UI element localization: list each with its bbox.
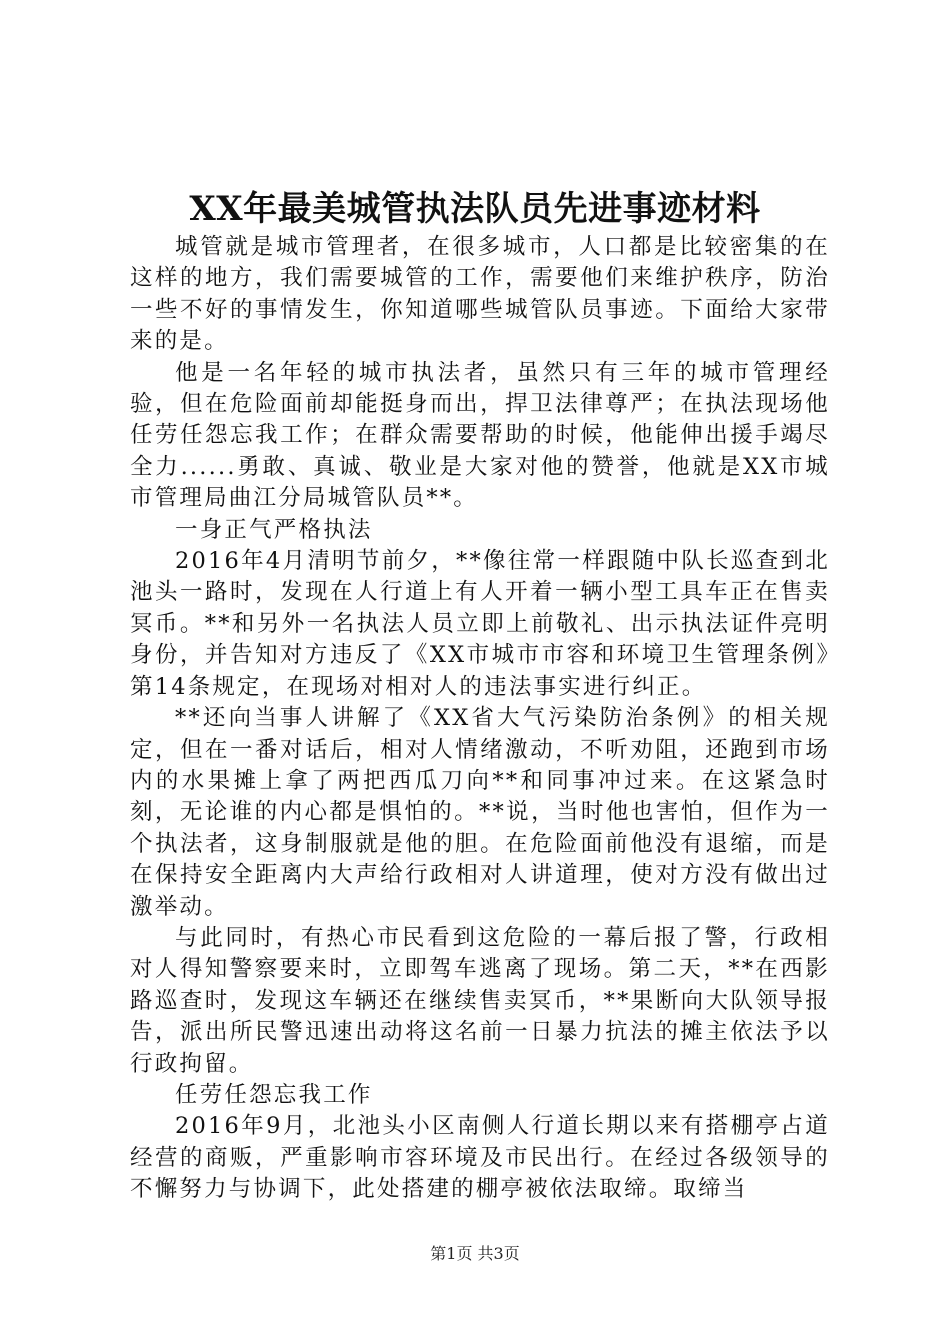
section-heading-enforcement: 一身正气严格执法: [175, 516, 373, 543]
document-title: XX年最美城管执法队员先进事迹材料: [189, 189, 761, 229]
section-heading-dedication: 任劳任怨忘我工作: [175, 1081, 373, 1108]
document-body: [130, 232, 830, 1206]
paragraph-police-report: 与此同时，有热心市民看到这危险的一幕后报了警，行政相对人得知警察要来时，立即驾车逃离了现场。第二天，**在西影路巡查时，发现这车辆还在继续售卖冥币，**果断向大队领导报告，派出所民警迅速出动将这名前一日暴力抗法的摊主依法予以行政拘留。: [130, 924, 830, 1077]
paragraph-confrontation: **还向当事人讲解了《XX省大气污染防治条例》的相关规定，但在一番对话后，相对人情绪激动，不听劝阻，还跑到市场内的水果摊上拿了两把西瓜刀向**和同事冲过来。在这紧急时刻，无论谁的内心都是惧怕的。**说，当时他也害怕，但作为一个执法者，这身制服就是他的胆。在危险面前他没有退缩，而是在保持安全距离内大声给行政相对人讲道理，使对方没有做出过激举动。: [130, 705, 830, 920]
page-number-footer: 第1页 共3页: [430, 1244, 520, 1263]
paragraph-september: 2016年9月，北池头小区南侧人行道长期以来有搭棚亭占道经营的商贩，严重影响市容环境及市民出行。在经过各级领导的不懈努力与协调下，此处搭建的棚亭被依法取缔。取缔当: [130, 1113, 830, 1203]
paragraph-april-incident: 2016年4月清明节前夕，**像往常一样跟随中队长巡查到北池头一路时，发现在人行道上有人开着一辆小型工具车正在售卖冥币。**和另外一名执法人员立即上前敬礼、出示执法证件亮明身份，并告知对方违反了《XX市城市市容和环境卫生管理条例》第14条规定，在现场对相对人的违法事实进行纠正。: [130, 548, 830, 700]
paragraph-intro: 城管就是城市管理者，在很多城市，人口都是比较密集的在这样的地方，我们需要城管的工作，需要他们来维护秩序，防治一些不好的事情发生，你知道哪些城管队员事迹。下面给大家带来的是。: [130, 234, 830, 355]
paragraph-profile: 他是一名年轻的城市执法者，虽然只有三年的城市管理经验，但在危险面前却能挺身而出，捍卫法律尊严；在执法现场他任劳任怨忘我工作；在群众需要帮助的时候，他能伸出援手竭尽全力......勇敢、真诚、敬业是大家对他的赞誉，他就是XX市城市管理局曲江分局城管队员**。: [130, 359, 830, 512]
